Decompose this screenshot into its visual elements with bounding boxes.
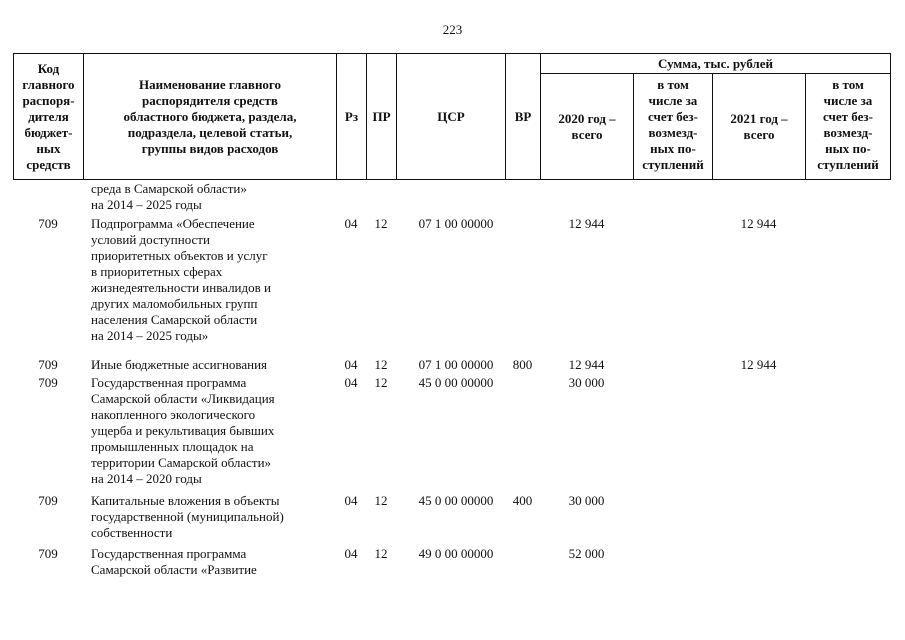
row-name: среда в Самарской области» на 2014 – 2025 годы [91,181,247,212]
row-rz: 04 [344,375,358,390]
table-row [13,375,890,493]
table-row [13,181,890,216]
row-code: 709 [38,493,58,508]
header-pr: ПР [367,54,397,180]
header-sum: Сумма, тыс. рублей [541,54,891,74]
row-name: Государственная программа Самарской области «Развитие [91,546,257,577]
table-row [13,546,890,582]
row-sum-2021: 12 944 [740,357,777,372]
table-body [13,181,890,582]
row-csr: 45 0 00 00000 [418,375,494,390]
row-pr: 12 [374,357,388,372]
row-rz: 04 [344,216,358,231]
row-sum-2020: 12 944 [568,216,605,231]
row-sum-2020: 30 000 [568,493,605,508]
header-vr: ВР [506,54,541,180]
row-name: Государственная программа Самарской области «Ликвидация накопленного экологического ущерба и рекультивация бывших промышленных площадок на территории Самарской области» на 2014 – 2020 годы [91,375,275,486]
row-sum-2020: 12 944 [568,357,605,372]
page-number: 223 [442,22,463,37]
header-2021-total: 2021 год – всего [713,74,806,180]
row-sum-2020: 52 000 [568,546,605,561]
row-sum-2021: 12 944 [740,216,777,231]
header-rz: Рз [337,54,367,180]
row-pr: 12 [374,375,388,390]
row-rz: 04 [344,493,358,508]
header-2021-free: в том числе за счет без- возмезд- ных по- ступлений [806,74,891,180]
row-code: 709 [38,357,58,372]
row-csr: 49 0 00 00000 [418,546,494,561]
row-code: 709 [38,546,58,561]
header-csr: ЦСР [397,54,506,180]
row-csr: 07 1 00 00000 [418,357,494,372]
row-pr: 12 [374,493,388,508]
header-2020-total: 2020 год – всего [541,74,634,180]
row-vr: 400 [512,493,533,508]
row-name: Подпрограмма «Обеспечение условий доступности приоритетных объектов и услуг в приоритетных сферах жизнедеятельности инвалидов и других маломобильных групп населения Самарской области на 2014 – 2025 годы» [91,216,271,343]
row-code: 709 [38,375,58,390]
table-header [13,53,891,180]
header-2020-free: в том числе за счет без- возмезд- ных по- ступлений [634,74,713,180]
header-code: Код главного распоря- дителя бюджет- ных средств [14,54,84,180]
table-row [13,216,890,357]
row-name: Капитальные вложения в объекты государственной (муниципальной) собственности [91,493,284,540]
row-pr: 12 [374,216,388,231]
row-vr: 800 [512,357,533,372]
row-csr: 07 1 00 00000 [418,216,494,231]
table-row [13,357,890,375]
row-sum-2020: 30 000 [568,375,605,390]
row-rz: 04 [344,357,358,372]
row-code: 709 [38,216,58,231]
table-row [13,493,890,546]
row-csr: 45 0 00 00000 [418,493,494,508]
row-rz: 04 [344,546,358,561]
row-name: Иные бюджетные ассигнования [91,357,268,372]
header-name: Наименование главного распорядителя средств областного бюджета, раздела, подраздела, целевой статьи, группы видов расходов [84,54,337,180]
row-pr: 12 [374,546,388,561]
